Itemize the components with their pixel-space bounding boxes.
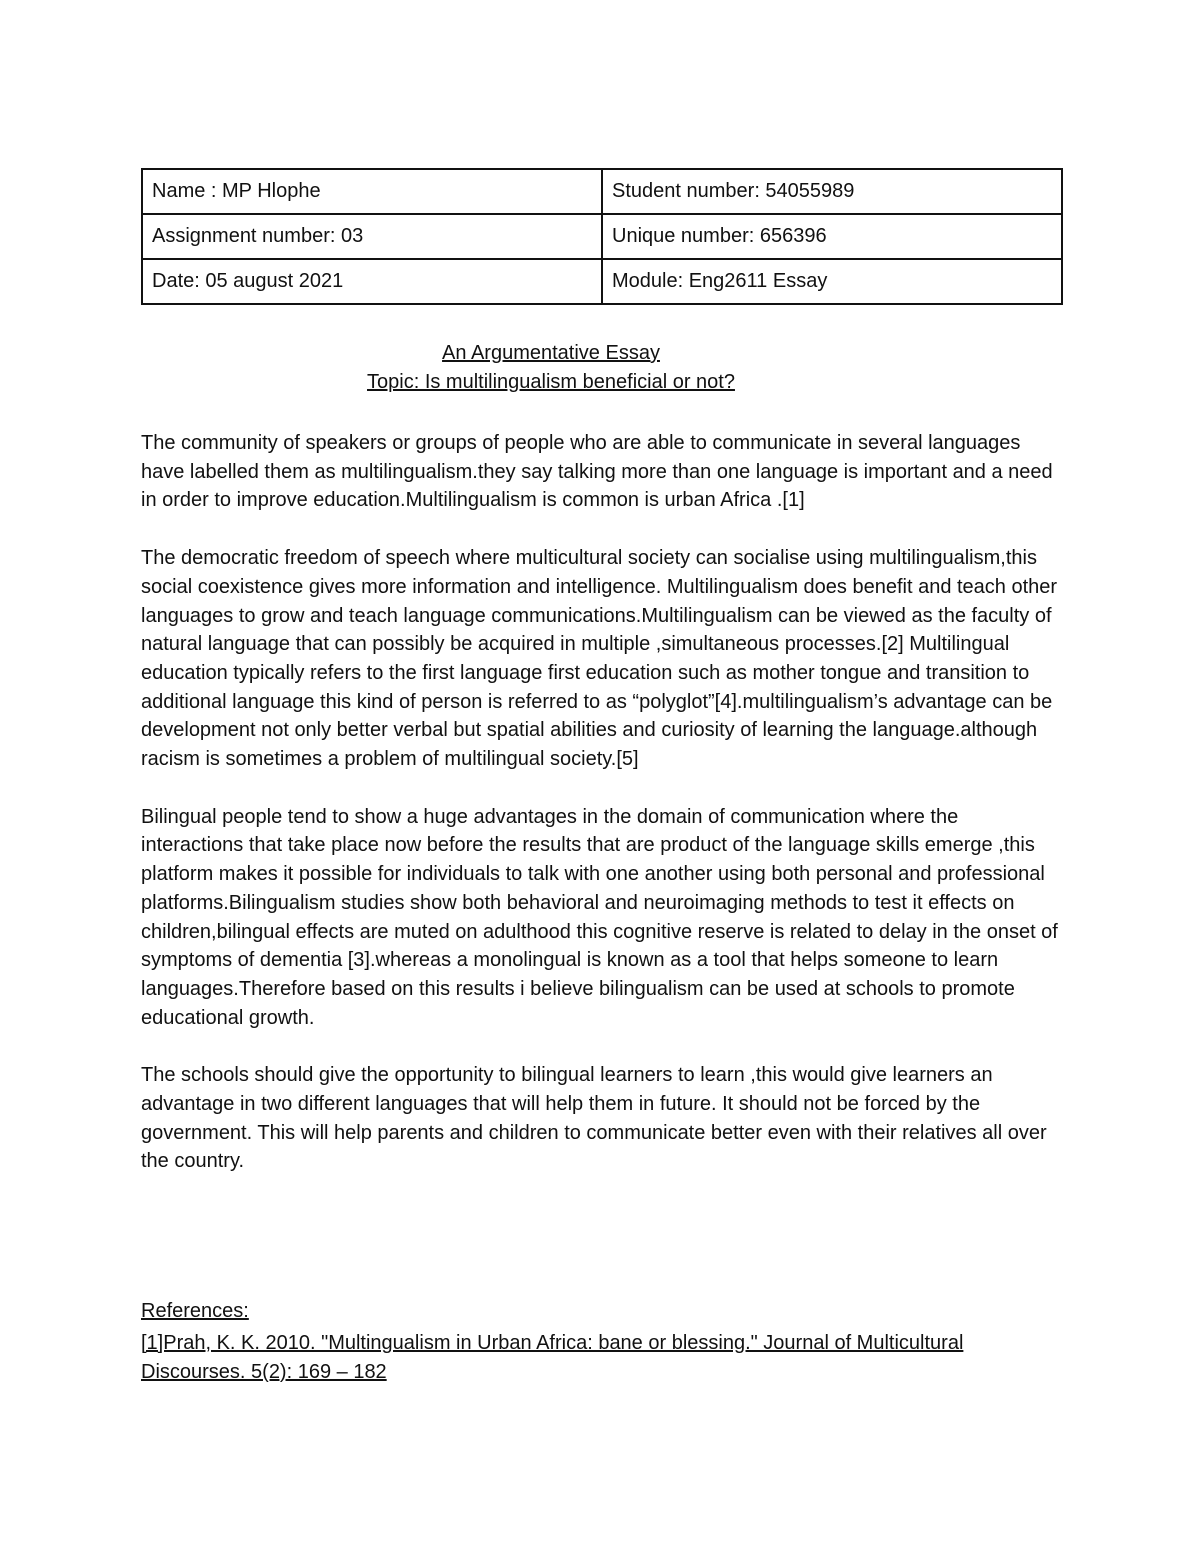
paragraph-1: The community of speakers or groups of people who are able to communicate in several languages have labelled them as multilingualism.they say talking more than one language is important and a need in order to improve education.Multilingualism is common is urban Africa .[1] [141, 432, 1053, 512]
paragraph-4: The schools should give the opportunity to bilingual learners to learn ,this would give learners an advantage in two different languages that will help them in future. It should not be forced by the government. This will help parents and children to communicate better even with their relatives all over the country. [141, 1064, 1047, 1173]
paragraph-2: The democratic freedom of speech where multicultural society can socialise using multilingualism,this social coexistence gives more information and intelligence. Multilingualism does benefit and teach other languages to grow and teach language communications.Multilingualism can be viewed as the faculty of natural language that can possibly be acquired in multiple ,simultaneous processes.[2] Multilingual education typically refers to the first language first education such as mother tongue and transition to additional language this kind of person is referred to as “polyglot”[4].multilingualism’s advantage can be development not only better verbal but spatial abilities and curiosity of learning the language.although racism is sometimes a problem of multilingual society.[5] [141, 547, 1058, 771]
table-row [142, 169, 1062, 214]
paragraph-3: Bilingual people tend to show a huge advantages in the domain of communication where the interactions that take place now before the results that are product of the language skills emerge ,this platform makes it possible for individuals to talk with one another using both personal and professional platforms.Bilingualism studies show both behavioral and neuroimaging methods to test it effects on children,bilingual effects are muted on adulthood this cognitive reserve is related to delay in the onset of symptoms of dementia [3].whereas a monolingual is known as a tool that helps someone to learn languages.Therefore based on this results i believe bilingualism can be used at schools to promote educational growth. [141, 805, 1058, 1029]
table-row [142, 214, 1062, 259]
table-row [142, 259, 1062, 304]
assignment-number-cell: Assignment number: 03 [142, 214, 602, 259]
essay-title: An Argumentative Essay [442, 342, 660, 364]
date-cell: Date: 05 august 2021 [142, 259, 602, 304]
references-section [141, 1295, 1066, 1387]
essay-body [141, 429, 1066, 1205]
student-info-table [141, 168, 1063, 305]
references-heading: References: [141, 1300, 249, 1322]
unique-number-cell: Unique number: 656396 [602, 214, 1062, 259]
reference-item-1: [1]Prah, K. K. 2010. "Multingualism in Urban Africa: bane or blessing." Journal of Multicultural Discourses. 5(2): 169 – 182 [141, 1332, 964, 1383]
student-name-cell: Name : MP Hlophe [142, 169, 602, 214]
module-cell: Module: Eng2611 Essay [602, 259, 1062, 304]
student-number-cell: Student number: 54055989 [602, 169, 1062, 214]
essay-topic: Topic: Is multilingualism beneficial or not? [367, 371, 735, 393]
